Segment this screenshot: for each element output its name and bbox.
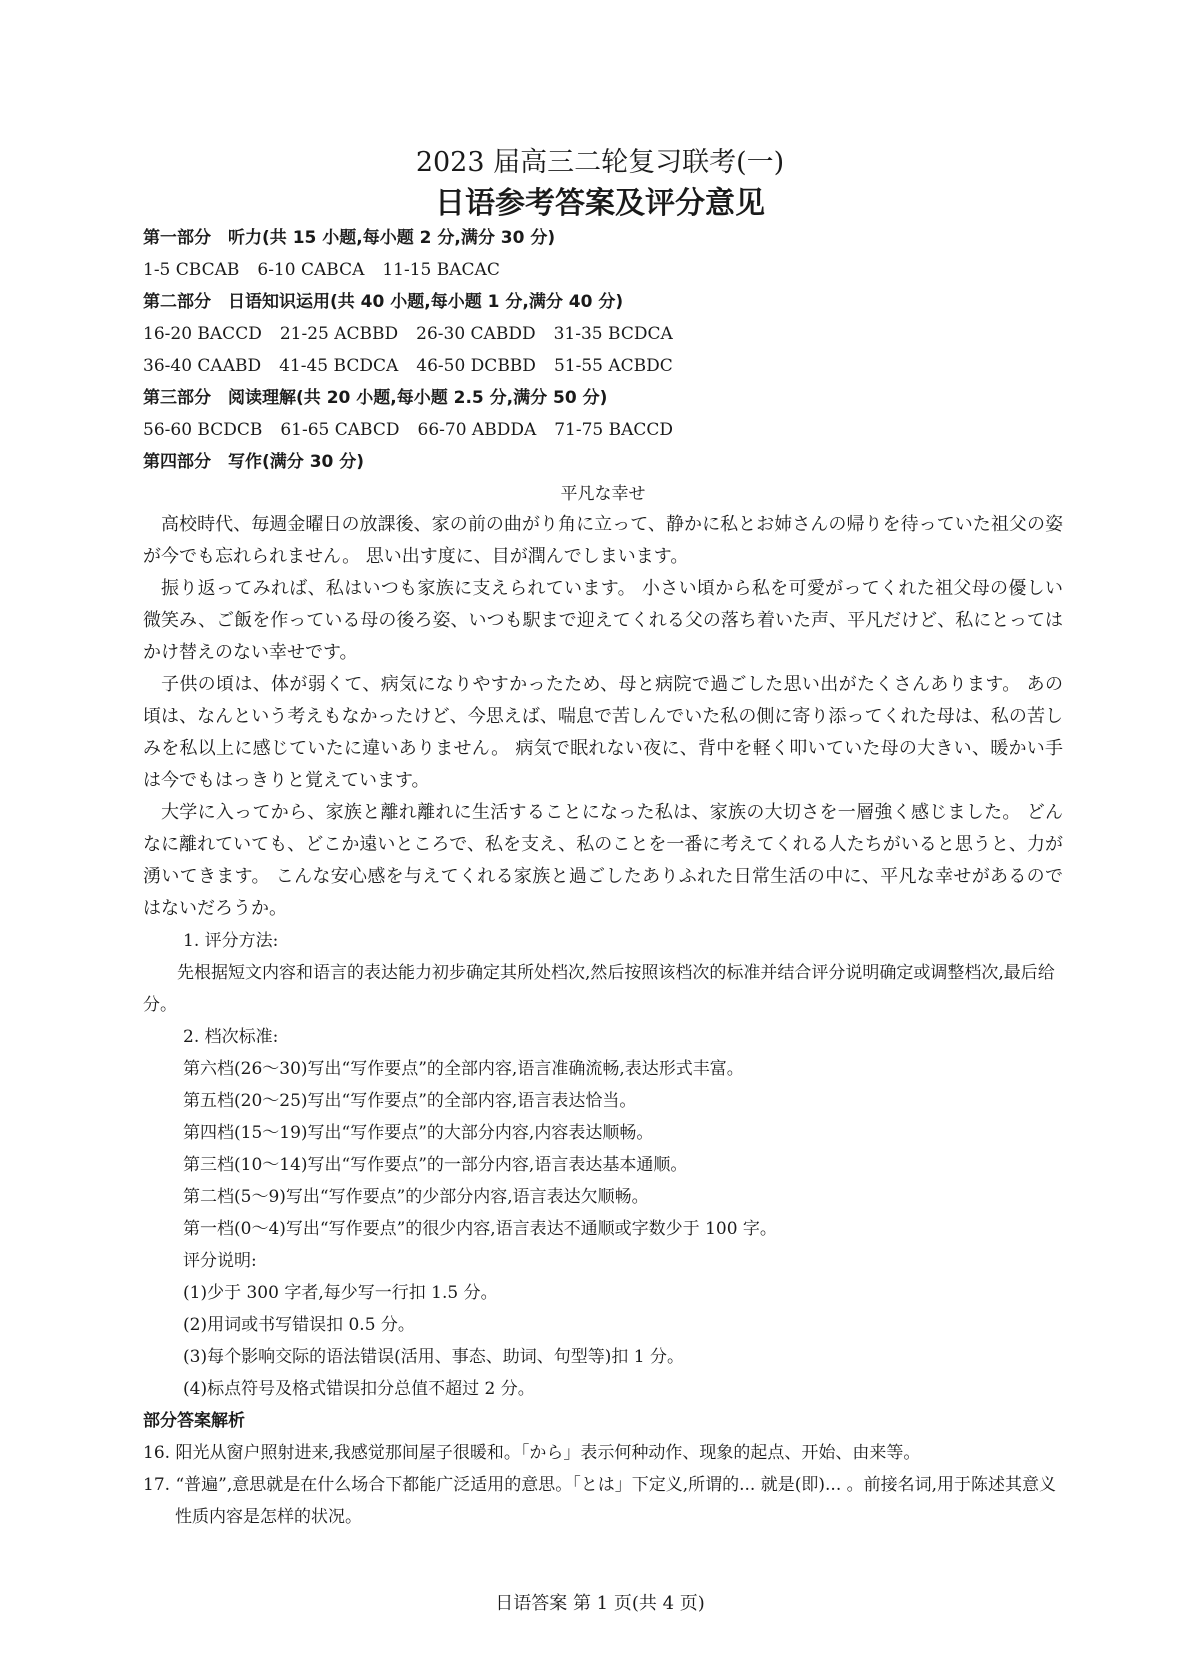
part1-answers-row bbox=[143, 254, 1063, 286]
document-subtitle: 日语参考答案及评分意见 bbox=[435, 186, 765, 221]
part3-heading: 第三部分 阅读理解(共 20 小题,每小题 2.5 分,满分 50 分) bbox=[143, 388, 608, 408]
part2-answers-row bbox=[143, 318, 1063, 350]
essay-paragraph: 高校時代、毎週金曜日の放課後、家の前の曲がり角に立って、静かに私とお姉さんの帰りを待っていた祖父の姿が今でも忘れられません。 思い出す度に、目が潤んでしまいます。 bbox=[143, 514, 1063, 567]
essay-paragraph: 大学に入ってから、家族と離れ離れに生活することになった私は、家族の大切さを一層強く感じました。 どんなに離れていても、どこか遠いところで、私を支え、私のことを一番に考えてくれる人たちがいると思うと、力が湧いてきます。 こんな安心感を与えてくれる家族と過ごしたありふれた日常生活の中に、平凡な幸せがあるのではないだろうか。 bbox=[143, 802, 1063, 919]
analysis-item: 17. “普遍”,意思就是在什么场合下都能广泛适用的意思。「とは」下定义,所谓的... 就是(即)... 。前接名词,用于陈述其意义性质内容是怎样的状况。 bbox=[143, 1475, 1057, 1527]
part4-heading: 第四部分 写作(满分 30 分) bbox=[143, 452, 365, 472]
level-item: 第三档(10～14)写出“写作要点”的一部分内容,语言表达基本通顺。 bbox=[183, 1155, 688, 1175]
part3-answers-row bbox=[143, 414, 1063, 446]
essay-title: 平凡な幸せ bbox=[560, 484, 646, 504]
note-item: (1)少于 300 字者,每少写一行扣 1.5 分。 bbox=[183, 1283, 498, 1303]
essay-paragraph: 子供の頃は、体が弱くて、病気になりやすかったため、母と病院で過ごした思い出がたくさんあります。 あの頃は、なんという考えもなかったけど、今思えば、喘息で苦しんでいた私の側に寄り添ってくれた母は、私の苦しみを私以上に感じていたに違いありません。 病気で眠れない夜に、背中を軽く叩いていた母の大きい、暖かい手は今でもはっきりと覚えています。 bbox=[143, 674, 1063, 791]
levels-label: 2. 档次标准: bbox=[183, 1027, 279, 1047]
level-item: 第四档(15～19)写出“写作要点”的大部分内容,内容表达顺畅。 bbox=[183, 1123, 654, 1143]
part1-heading: 第一部分 听力(共 15 小题,每小题 2 分,满分 30 分) bbox=[143, 228, 556, 248]
answer-group: 41-45 BCDCA bbox=[279, 356, 399, 376]
answer-group: 16-20 BACCD bbox=[143, 324, 262, 344]
answer-group: 1-5 CBCAB bbox=[143, 260, 240, 280]
answer-group: 71-75 BACCD bbox=[554, 420, 674, 440]
answer-group: 36-40 CAABD bbox=[143, 356, 262, 376]
answer-group: 61-65 CABCD bbox=[280, 420, 400, 440]
level-item: 第五档(20～25)写出“写作要点”的全部内容,语言表达恰当。 bbox=[183, 1091, 637, 1111]
analysis-heading: 部分答案解析 bbox=[143, 1411, 245, 1431]
analysis-item: 16. 阳光从窗户照射进来,我感觉那间屋子很暖和。「から」表示何种动作、现象的起点、开始、由来等。 bbox=[143, 1443, 921, 1463]
scoring-method-label: 1. 评分方法: bbox=[183, 931, 279, 951]
answer-group: 31-35 BCDCA bbox=[553, 324, 673, 344]
part2-answers-row bbox=[143, 350, 1063, 382]
page-footer: 日语答案 第 1 页(共 4 页) bbox=[495, 1593, 705, 1614]
essay-paragraph: 振り返ってみれば、私はいつも家族に支えられています。 小さい頃から私を可愛がってくれた祖父母の優しい微笑み、ご飯を作っている母の後ろ姿、いつも駅まで迎えてくれる父の落ち着いた声、平凡だけど、私にとってはかけ替えのない幸せです。 bbox=[143, 578, 1063, 663]
level-item: 第一档(0～4)写出“写作要点”的很少内容,语言表达不通顺或字数少于 100 字。 bbox=[183, 1219, 777, 1239]
note-item: (4)标点符号及格式错误扣分总值不超过 2 分。 bbox=[183, 1379, 535, 1399]
answer-group: 66-70 ABDDA bbox=[417, 420, 537, 440]
answer-group: 46-50 DCBBD bbox=[416, 356, 536, 376]
level-item: 第六档(26～30)写出“写作要点”的全部内容,语言准确流畅,表达形式丰富。 bbox=[183, 1059, 744, 1079]
answer-group: 26-30 CABDD bbox=[416, 324, 536, 344]
scoring-method-text: 先根据短文内容和语言的表达能力初步确定其所处档次,然后按照该档次的标准并结合评分说明确定或调整档次,最后给分。 bbox=[143, 963, 1055, 1015]
model-essay bbox=[143, 509, 1063, 925]
note-item: (3)每个影响交际的语法错误(活用、事态、助词、句型等)扣 1 分。 bbox=[183, 1347, 684, 1367]
answer-group: 51-55 ACBDC bbox=[553, 356, 673, 376]
answer-key-section bbox=[143, 222, 1063, 510]
scoring-section bbox=[143, 925, 1063, 1533]
answer-group: 56-60 BCDCB bbox=[143, 420, 263, 440]
answer-group: 6-10 CABCA bbox=[257, 260, 365, 280]
exam-title: 2023 届高三二轮复习联考(一) bbox=[415, 147, 785, 178]
level-item: 第二档(5～9)写出“写作要点”的少部分内容,语言表达欠顺畅。 bbox=[183, 1187, 649, 1207]
answer-group: 21-25 ACBBD bbox=[279, 324, 399, 344]
part2-heading: 第二部分 日语知识运用(共 40 小题,每小题 1 分,满分 40 分) bbox=[143, 292, 624, 312]
answer-group: 11-15 BACAC bbox=[382, 260, 500, 280]
note-item: (2)用词或书写错误扣 0.5 分。 bbox=[183, 1315, 415, 1335]
notes-label: 评分说明: bbox=[183, 1251, 257, 1271]
